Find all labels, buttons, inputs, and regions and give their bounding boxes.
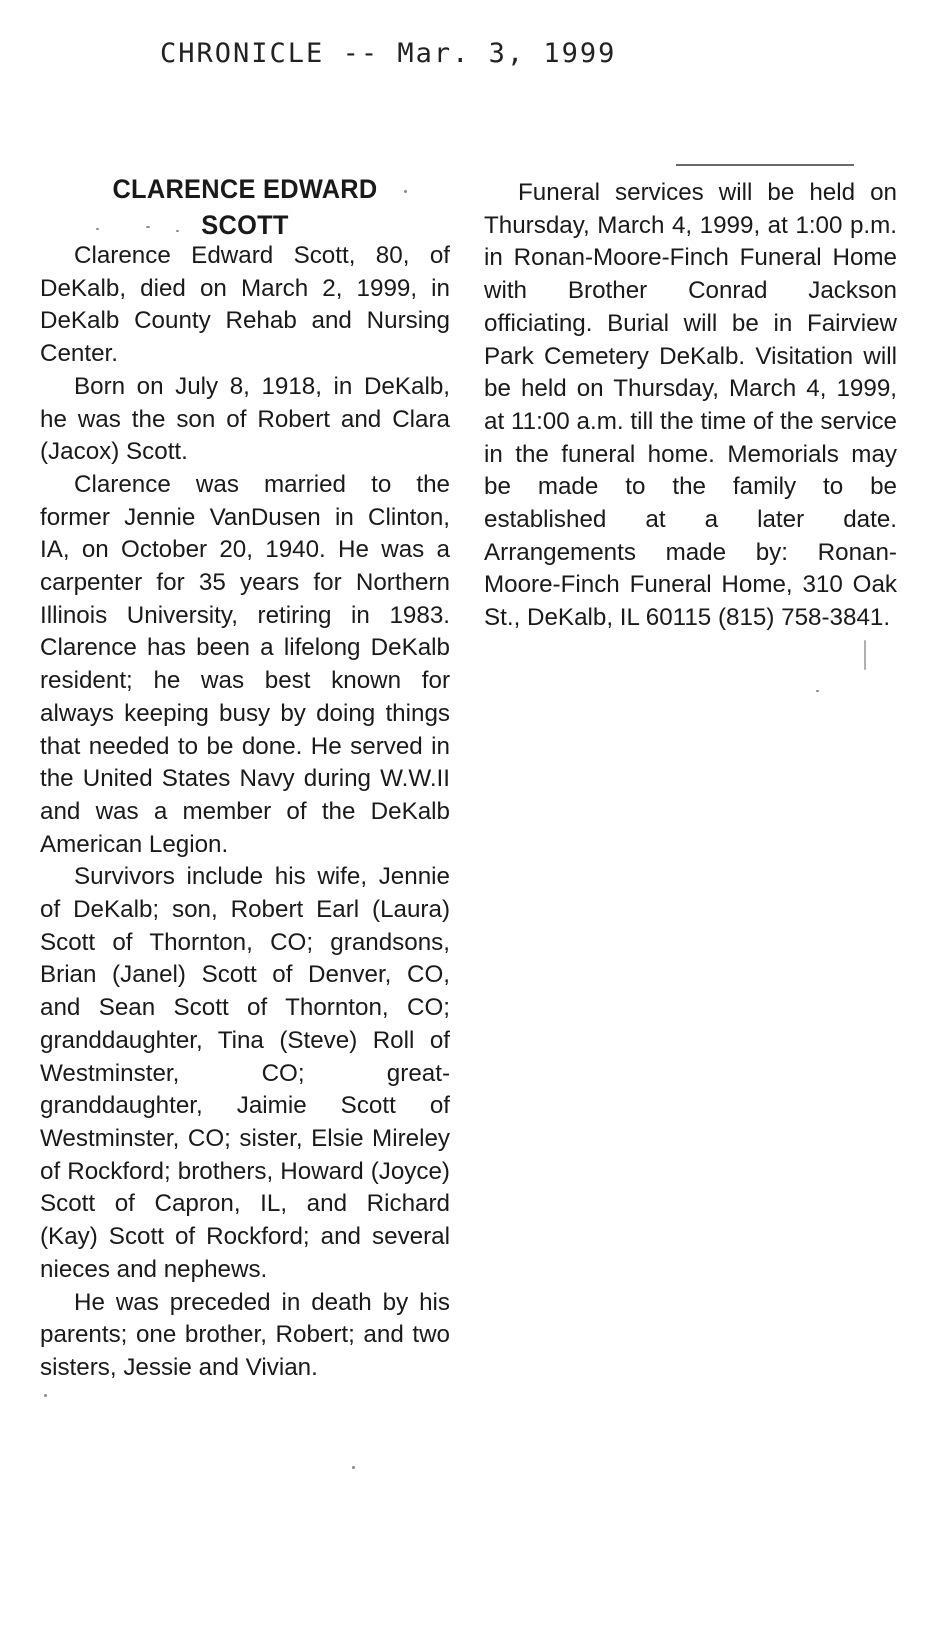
scan-speck: [864, 640, 866, 670]
scan-speck: [176, 230, 179, 232]
header-separator: --: [324, 38, 398, 69]
scan-speck: [146, 226, 150, 228]
obituary-paragraph-death: Clarence Edward Scott, 80, of DeKalb, died on March 2, 1999, in DeKalb County Rehab and Nursing Center.: [40, 242, 450, 368]
obituary-paragraph-birth: Born on July 8, 1918, in DeKalb, he was the son of Robert and Clara (Jacox) Scott.: [40, 372, 450, 466]
obituary-paragraph-survivors: Survivors include his wife, Jennie of DeKalb; son, Robert Earl (Laura) Scott of Thornton, CO; grandsons, Brian (Janel) Scott of Denver, CO, and Sean Scott of Thornton, CO; granddaughter, Tina (Steve) Roll of Westminster, CO; great-granddaughter, Jaimie Scott of Westminster, CO; sister, Elsie Mireley of Rockford; brothers, Howard (Joyce) Scott of Capron, IL, and Richard (Kay) Scott of Rockford; and several nieces and nephews.: [40, 863, 450, 1283]
scan-speck: [44, 1394, 47, 1397]
scan-speck: [96, 228, 99, 230]
obituary-paragraph-life: Clarence was married to the former Jennie VanDusen in Clinton, IA, on October 20, 1940. He was a carpenter for 35 years for Northern Illinois University, retiring in 1983. Clarence has been a lifelong DeKalb resident; he was best known for always keeping busy by doing things that needed to be done. He served in the United States Navy during W.W.II and was a member of the DeKalb American Legion.: [40, 470, 450, 858]
scan-speck: [352, 1466, 355, 1469]
obituary-paragraph-preceded: He was preceded in death by his parents; one brother, Robert; and two sisters, Jessie and Vivian.: [40, 1288, 450, 1381]
column-top-rule: [676, 164, 854, 166]
obituary-column-left: [40, 240, 450, 1385]
scan-speck: [816, 690, 819, 692]
publication-date: Mar. 3, 1999: [397, 38, 617, 69]
source-name: CHRONICLE: [160, 38, 325, 69]
clipping-source-header: [160, 38, 616, 69]
scan-speck: [404, 190, 407, 193]
obituary-name-line-1: CLARENCE EDWARD: [112, 174, 378, 204]
obituary-column-right: [484, 177, 897, 635]
obituary-name-line-2: SCOTT: [201, 210, 289, 240]
obituary-paragraph-services: Funeral services will be held on Thursday, March 4, 1999, at 1:00 p.m. in Ronan-Moore-Finch Funeral Home with Brother Conrad Jackson officiating. Burial will be in Fairview Park Cemetery DeKalb. Visitation will be held on Thursday, March 4, 1999, at 11:00 a.m. till the time of the service in the funeral home. Memorials may be made to the family to be established at a later date. Arrangements made by: Ronan-Moore-Finch Funeral Home, 310 Oak St., DeKalb, IL 60115 (815) 758-3841.: [484, 179, 897, 632]
